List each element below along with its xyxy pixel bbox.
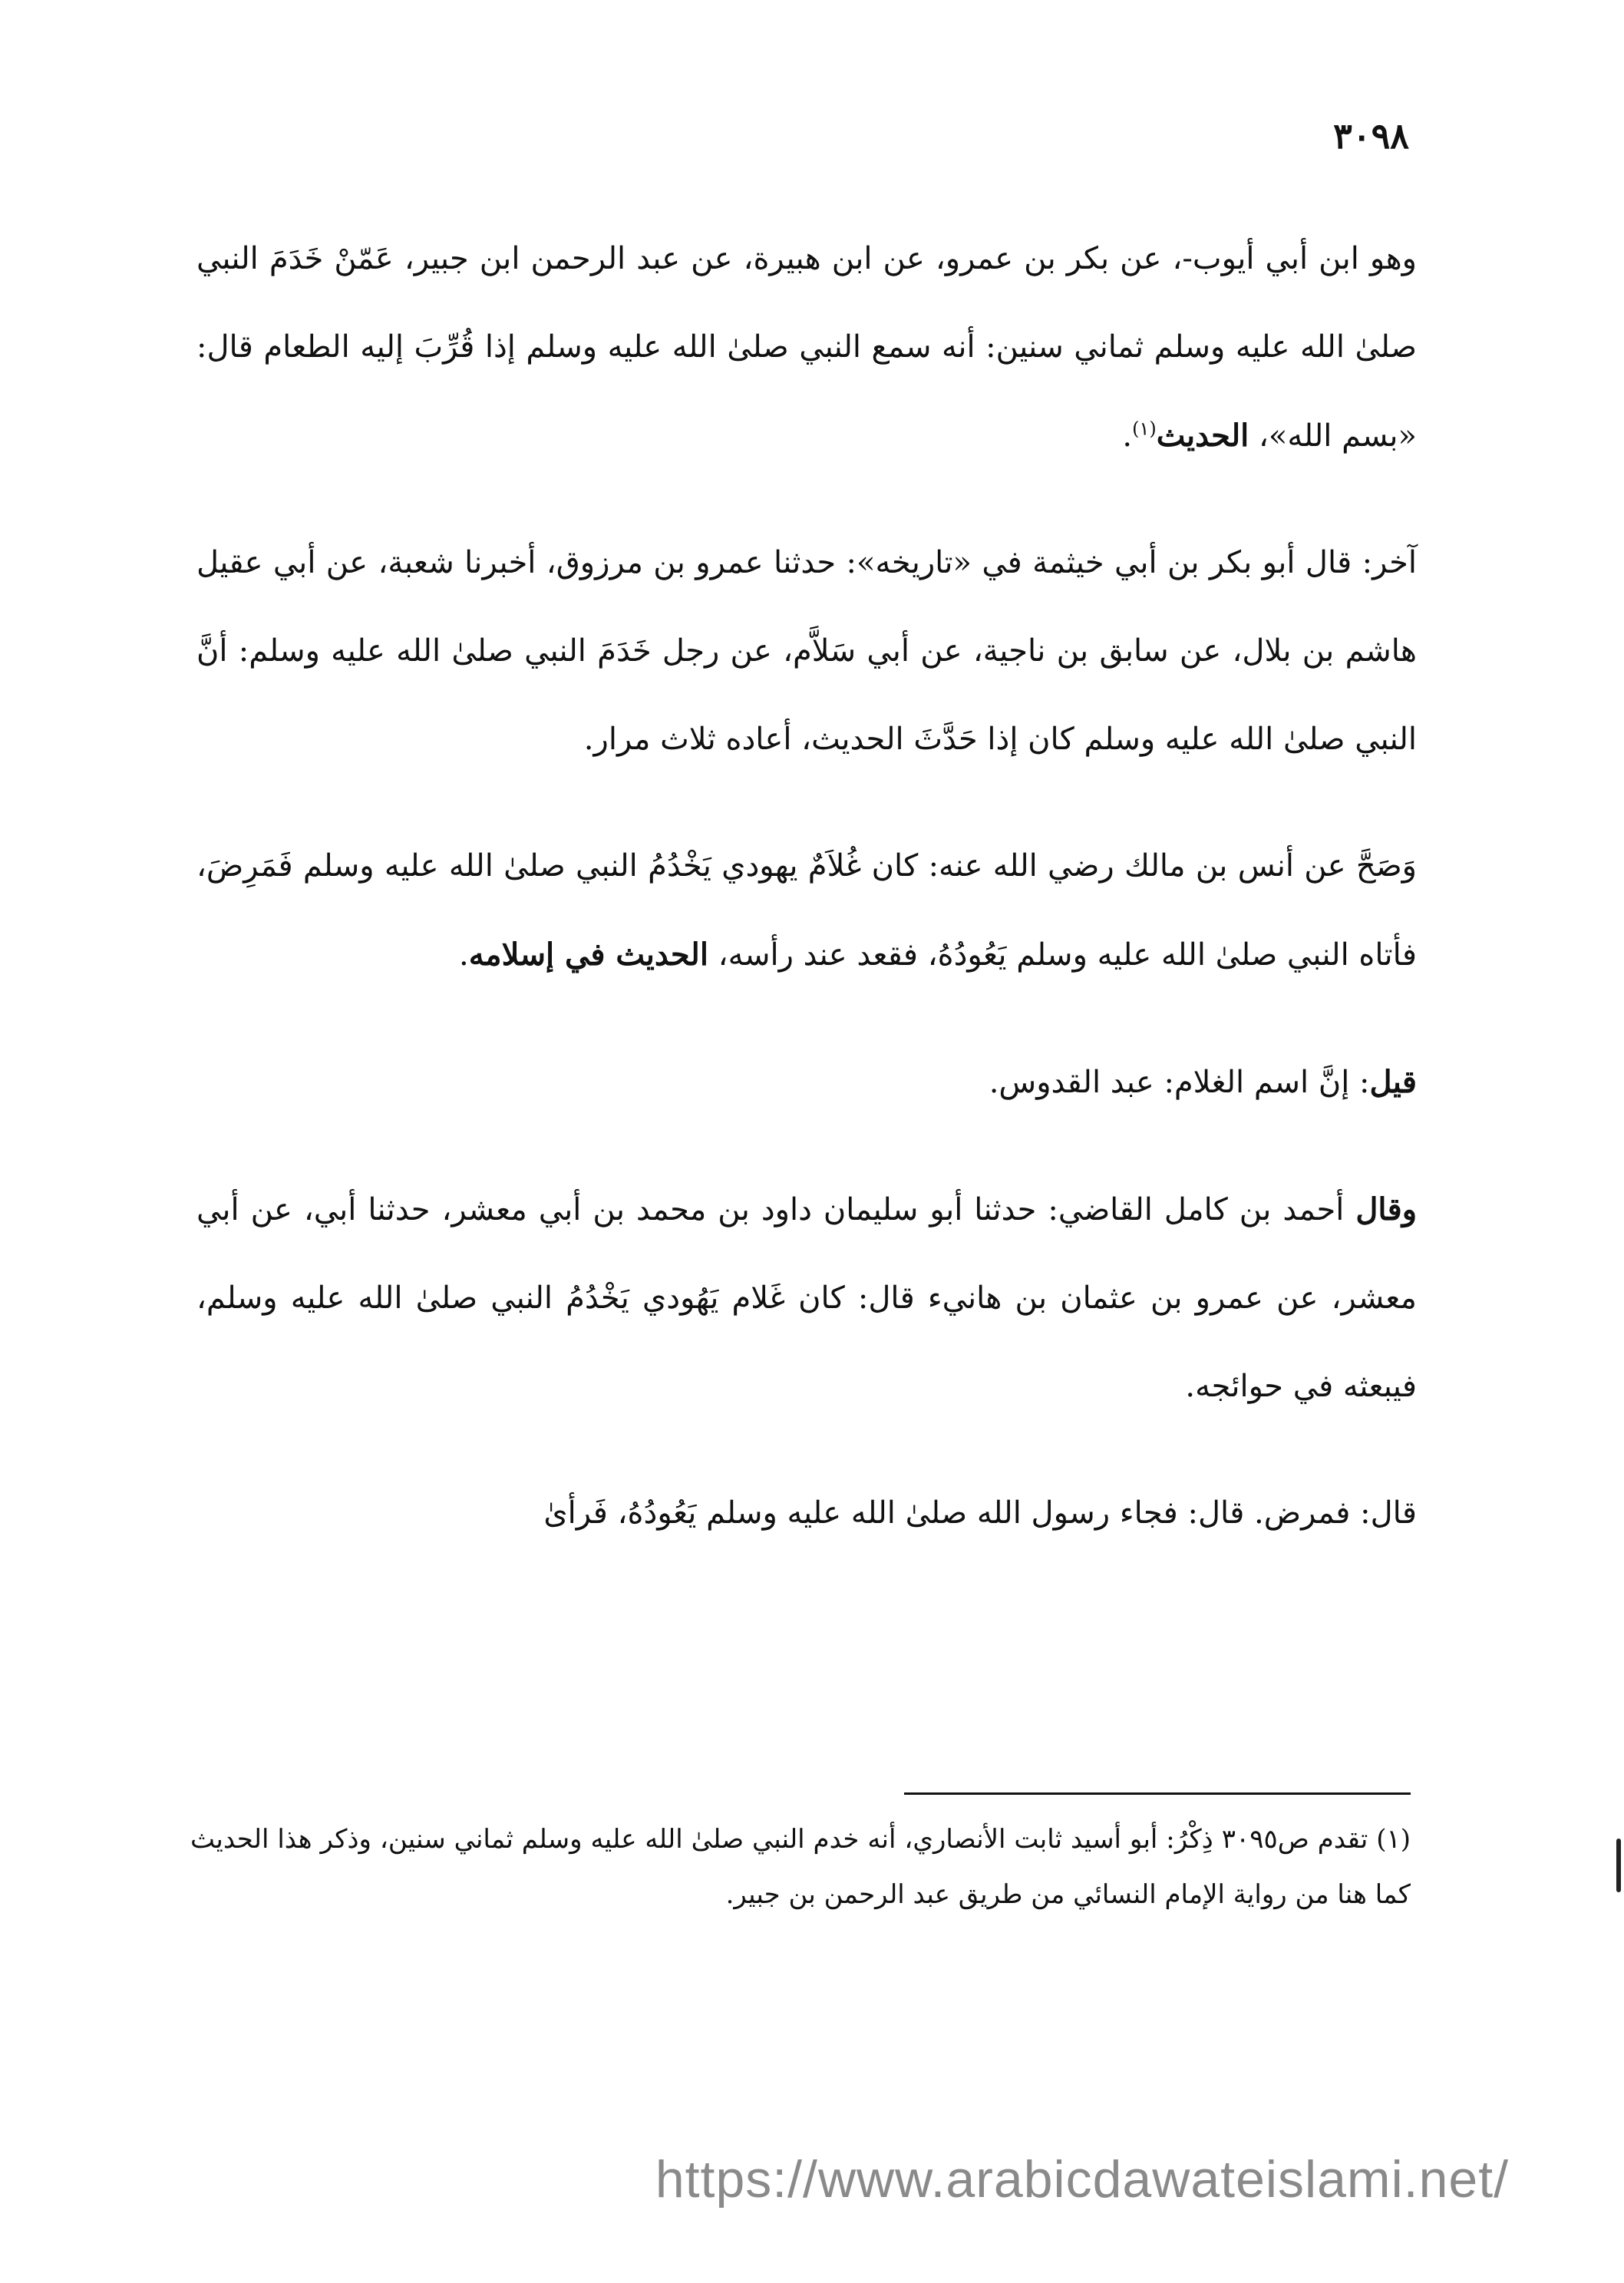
text-line: فقعد عند رأسه، — [708, 937, 918, 973]
footnote-line: عليه وسلم ثماني سنين، وذكر هذا الحديث كما هنا من رواية الإمام النسائي من طريق — [190, 1824, 1411, 1910]
text-line: أحمد بن كامل القاضي: حدثنا أبو سليمان داود بن محمد بن — [592, 1192, 1356, 1227]
text-line: ناجية، عن أبي سَلاَّم، عن رجل خَدَمَ النبي صلىٰ الله عليه وسلم: أنَّ — [196, 633, 1046, 669]
text-line: مرزوق، أخبرنا شعبة، عن أبي عقيل هاشم بن بلال، عن سابق بن — [196, 545, 1417, 669]
text-line: : إنَّ اسم الغلام: عبد القدوس. — [989, 1065, 1370, 1100]
paragraph-5 — [196, 1165, 1417, 1431]
text-line: وهو ابن أبي أيوب-، عن بكر بن عمرو، عن ابن هبيرة، عن عبد الرحمن — [530, 241, 1417, 276]
footnote-line: عبد الرحمن بن جبير. — [725, 1879, 950, 1910]
footnote — [190, 1812, 1411, 1922]
text-line: صلىٰ الله عليه وسلم فَمَرِضَ، فأتاه النبي صلىٰ الله عليه وسلم يَعُودُهُ، — [196, 848, 1417, 973]
text-line: ابن جبير، عَمّنْ خَدَمَ النبي صلىٰ الله عليه وسلم ثماني سنين: أنه سمع — [196, 241, 1418, 365]
hadith-bold: الحديث في إسلامه — [468, 937, 708, 973]
text-line: النبي صلىٰ الله عليه وسلم كان إذا حَدَّثَ الحديث، أعاده ثلاث مرار. — [583, 722, 1417, 757]
bold-lead: وقال — [1355, 1191, 1418, 1227]
watermark-url: https://www.arabicdawateislami.net/ — [655, 2150, 1509, 2209]
footnote-ref: (١) — [1132, 418, 1157, 440]
page-edge-mark — [1616, 1839, 1621, 1892]
paragraph-6 — [196, 1469, 1417, 1558]
text-tail: . — [1122, 418, 1133, 454]
text-line: وَصَحَّ عن أنس بن مالك رضي الله عنه: كان غُلاَمٌ يهودي يَخْدُمُ النبي — [576, 848, 1417, 884]
paragraph-4 — [196, 1038, 1417, 1127]
text-line: قال: فمرض. قال: فجاء رسول الله صلىٰ الله عليه وسلم يَعُودُهُ، فَرأىٰ — [543, 1495, 1417, 1531]
text-line: النبي صلىٰ الله عليه وسلم إذا قُرِّبَ إليه الطعام قال: «بسم الله»، — [196, 329, 1417, 454]
main-text — [196, 215, 1417, 1581]
text-line: حوائجه. — [1185, 1369, 1284, 1404]
footnote-divider — [904, 1792, 1411, 1795]
page-number: ٣٠٩٨ — [1333, 115, 1409, 157]
hadith-bold: الحديث — [1156, 418, 1249, 454]
paragraph-1 — [196, 215, 1417, 481]
bold-lead: قيل — [1369, 1064, 1417, 1100]
text-tail: . — [459, 937, 469, 973]
footnote-line: (١) تقدم ص٣٠٩٥ ذِكْرُ: أبو أسيد ثابت الأنصاري، أنه خدم النبي صلىٰ الله — [645, 1824, 1411, 1855]
text-line: قال: كان غَلام يَهُودي يَخْدُمُ النبي صلىٰ الله عليه وسلم، فيبعثه في — [196, 1280, 1417, 1404]
paragraph-3 — [196, 822, 1417, 999]
text-line: آخر: قال أبو بكر بن أبي خيثمة في «تاريخه»: حدثنا عمرو بن — [653, 545, 1418, 580]
paragraph-2 — [196, 519, 1417, 784]
text-line: أبي معشر، حدثنا أبي، عن أبي معشر، عن عمرو بن عثمان بن هانيء — [196, 1192, 1417, 1316]
